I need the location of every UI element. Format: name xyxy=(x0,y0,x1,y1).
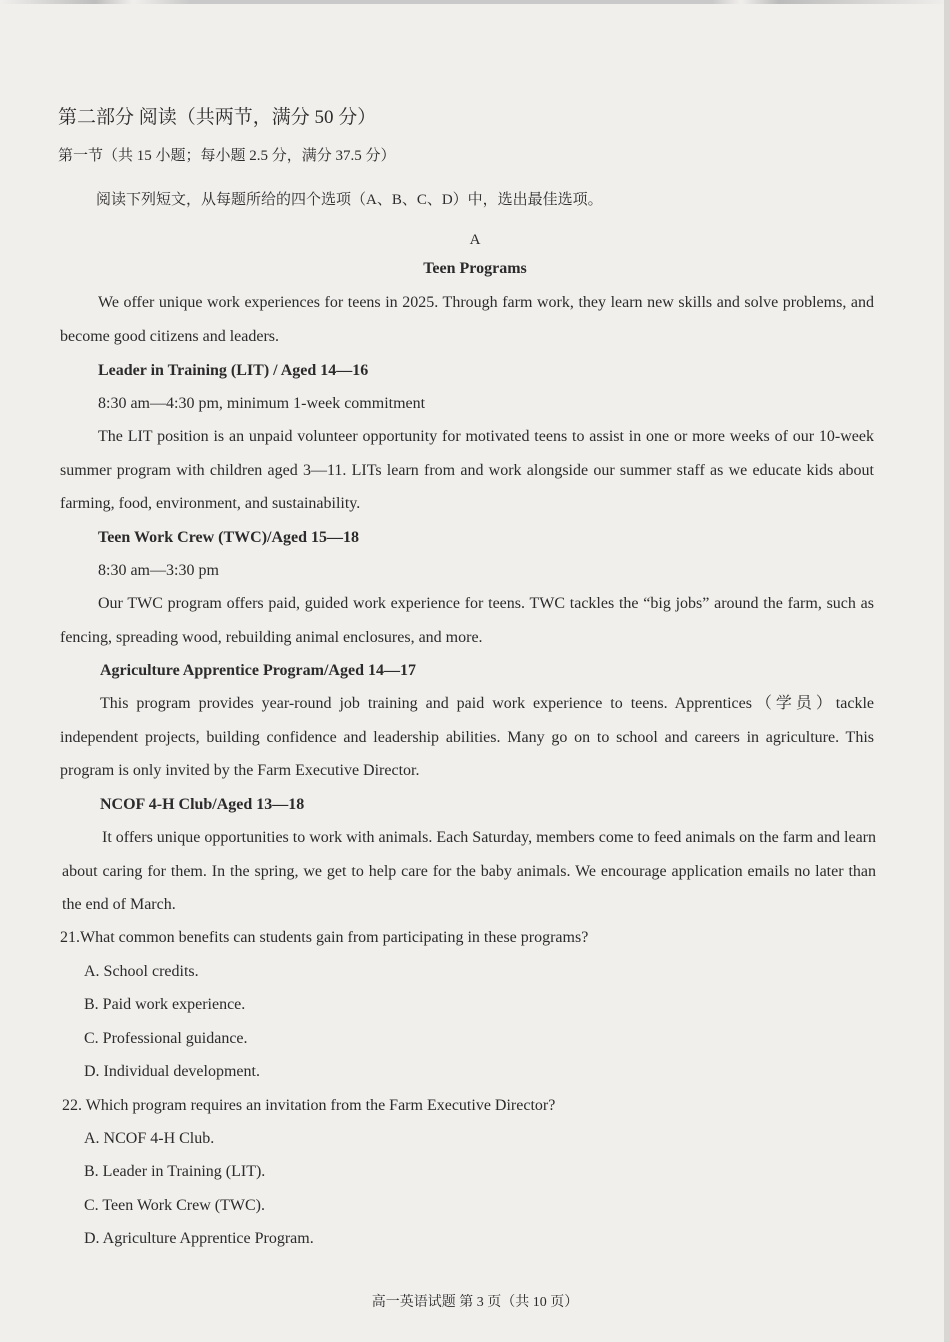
passage-label: A xyxy=(469,232,481,248)
answer-option: C. Teen Work Crew (TWC). xyxy=(84,1197,265,1214)
program-description: This program provides year-round job training and paid work experience to teens. Apprentices（学员）tackle independent projects, building confidence and leadership abilities. Many go on to school and careers in agriculture. This program is only invited by the Farm Executive Director. xyxy=(60,695,874,779)
scan-right-edge xyxy=(944,0,950,1342)
program-time: 8:30 am—3:30 pm xyxy=(98,562,219,579)
answer-option: A. School credits. xyxy=(84,963,199,980)
passage-intro: We offer unique work experiences for teens in 2025. Through farm work, they learn new skills and solve problems, and become good citizens and leaders. xyxy=(60,294,874,345)
answer-option: B. Paid work experience. xyxy=(84,996,246,1013)
program-heading: Teen Work Crew (TWC)/Aged 15—18 xyxy=(98,529,360,546)
program-heading: Agriculture Apprentice Program/Aged 14—17 xyxy=(100,662,416,679)
passage-title: Teen Programs xyxy=(423,260,527,277)
answer-option: A. NCOF 4-H Club. xyxy=(84,1130,215,1147)
question-stem: 22. Which program requires an invitation from the Farm Executive Director? xyxy=(62,1097,556,1114)
program-description: It offers unique opportunities to work with animals. Each Saturday, members come to feed animals on the farm and learn about caring for them. In the spring, we get to help care for the baby animals. We encourage application emails no later than the end of March. xyxy=(62,829,876,913)
scan-top-edge xyxy=(0,0,950,4)
instruction-text: 阅读下列短文，从每题所给的四个选项（A、B、C、D）中，选出最佳选项。 xyxy=(96,192,603,208)
program-heading: NCOF 4-H Club/Aged 13—18 xyxy=(100,796,305,813)
answer-option: D. Individual development. xyxy=(84,1063,260,1080)
part-heading: 第二部分 阅读（共两节，满分 50 分） xyxy=(58,107,377,128)
answer-option: C. Professional guidance. xyxy=(84,1030,248,1047)
program-heading: Leader in Training (LIT) / Aged 14—16 xyxy=(98,362,369,379)
program-description: Our TWC program offers paid, guided work experience for teens. TWC tackles the “big jobs” around the farm, such as fencing, spreading wood, rebuilding animal enclosures, and more. xyxy=(60,595,874,646)
answer-option: D. Agriculture Apprentice Program. xyxy=(84,1230,314,1247)
program-time: 8:30 am—4:30 pm, minimum 1-week commitment xyxy=(98,395,426,412)
answer-option: B. Leader in Training (LIT). xyxy=(84,1163,266,1180)
program-description: The LIT position is an unpaid volunteer opportunity for motivated teens to assist in one or more weeks of our 10-week summer program with children aged 3—11. LITs learn from and work alongside our summer staff as we educate kids about farming, food, environment, and sustainability. xyxy=(60,428,874,512)
section-heading: 第一节（共 15 小题；每小题 2.5 分，满分 37.5 分） xyxy=(58,148,396,164)
page-footer: 高一英语试题 第 3 页（共 10 页） xyxy=(371,1295,579,1310)
question-stem: 21.What common benefits can students gain from participating in these programs? xyxy=(60,929,589,946)
